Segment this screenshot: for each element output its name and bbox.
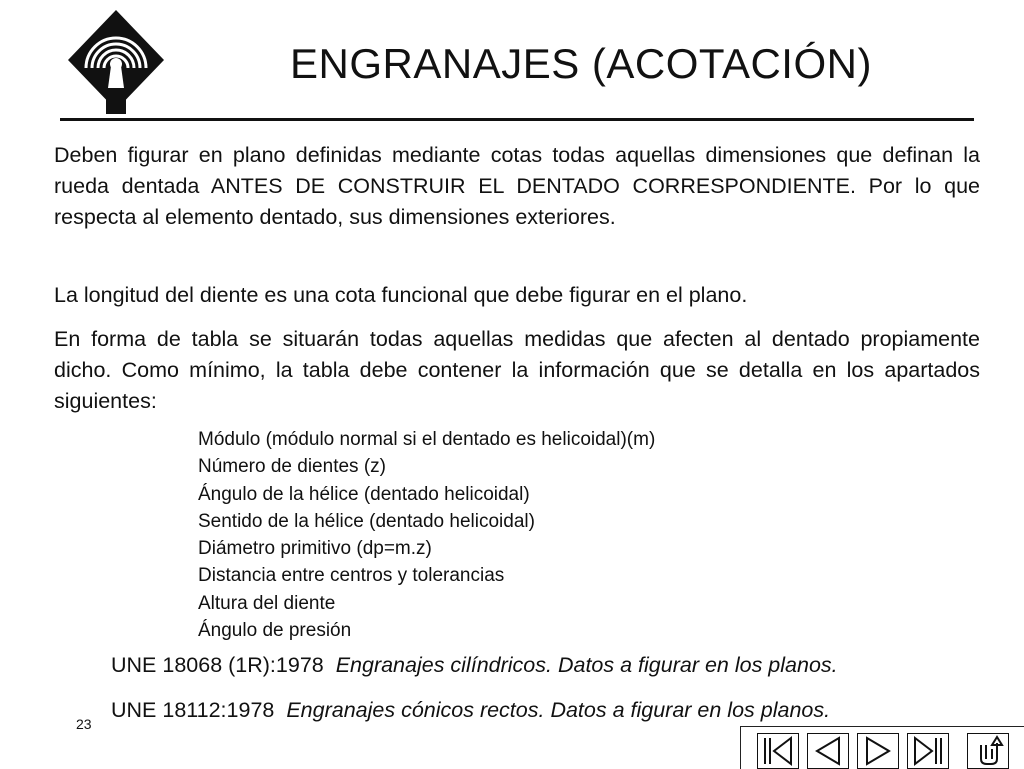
list-item: Ángulo de presión: [198, 620, 352, 642]
slide-navigation: [740, 726, 1024, 769]
last-slide-icon: [907, 733, 949, 769]
list-item: Altura del diente: [198, 592, 336, 614]
standard-reference: [111, 653, 838, 678]
gear-data-list: [198, 426, 655, 644]
slide-title: ENGRANAJES (ACOTACIÓN): [290, 40, 872, 87]
list-item: Número de dientes (z): [198, 456, 386, 478]
list-item: Módulo (módulo normal si el dentado es helicoidal)(m): [198, 429, 656, 450]
standard-title: Engranajes cónicos rectos. Datos a figurar en los planos.: [286, 698, 831, 722]
list-item: Diámetro primitivo (dp=m.z): [198, 538, 432, 560]
list-item: Distancia entre centros y tolerancias: [198, 565, 505, 587]
paragraph-tooth-length: La longitud del diente es una cota funcional que debe figurar en el plano.: [54, 283, 748, 307]
paragraph-table: En forma de tabla se situarán todas aquellas medidas que afecten al dentado propiamente dicho. Como mínimo, la tabla debe contener la información que se detalla en los apartados siguientes:: [54, 327, 980, 413]
page-number: 23: [76, 716, 92, 732]
previous-slide-button[interactable]: [807, 733, 849, 769]
title-divider: [60, 118, 974, 121]
list-item: Ángulo de la hélice (dentado helicoidal): [198, 483, 530, 505]
first-slide-button[interactable]: [757, 733, 799, 769]
standard-code: UNE 18068 (1R):1978: [111, 653, 324, 677]
paragraph-dimensions: Deben figurar en plano definidas mediante cotas todas aquellas dimensiones que definan la rueda dentada ANTES DE CONSTRUIR EL DENTADO CORRESPONDIENTE. Por lo que respecta al elemento dentado, sus dimensiones exteriores.: [54, 143, 980, 229]
standard-reference: [111, 698, 830, 723]
next-slide-icon: [857, 733, 899, 769]
standard-title: Engranajes cilíndricos. Datos a figurar en los planos.: [335, 653, 838, 677]
previous-slide-icon: [807, 733, 849, 769]
return-icon: [967, 733, 1009, 769]
list-item: Sentido de la hélice (dentado helicoidal): [198, 510, 535, 532]
last-slide-button[interactable]: [907, 733, 949, 769]
first-slide-icon: [757, 733, 799, 769]
standard-code: UNE 18112:1978: [111, 698, 275, 722]
university-logo: [66, 8, 166, 116]
next-slide-button[interactable]: [857, 733, 899, 769]
return-button[interactable]: [967, 733, 1009, 769]
